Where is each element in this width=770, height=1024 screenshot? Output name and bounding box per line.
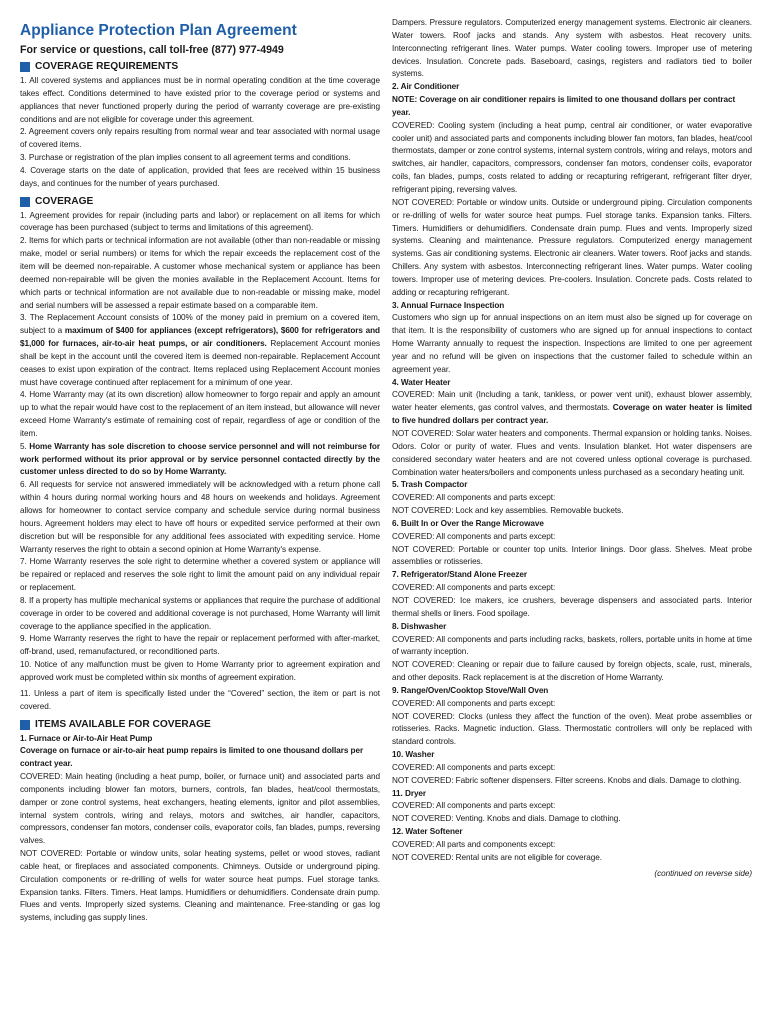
item-covered-ac: COVERED: Cooling system (including a heat pump, central air conditioner, or water evaporative cooler unit) and associated parts and components including blower fan motors, fan blades, heat/cool thermostats, damper or zone control systems, internal system controls, wiring and relays, motors and switches, air handler, capacitors, compressors, condenser fan motors, condenser coils, evaporator coils, fan blades, pumps, costs related to adding or recapturing refrigerant, refrigerant filter dryer, refrigerant piping, reversing valves. — [392, 120, 752, 194]
item-covered-refrigerator: COVERED: All components and parts except: — [392, 583, 556, 593]
item-not-covered-dryer: NOT COVERED: Venting. Knobs and dials. Damage to clothing. — [392, 814, 621, 824]
item-not-covered-refrigerator: NOT COVERED: Ice makers, ice crushers, beverage dispensers and associated parts. Interior thermal shells or liners. Food spoilage. — [392, 595, 752, 618]
item-not-covered-furnace: NOT COVERED: Portable or window units, solar heating systems, pellet or wood stoves, radiant cable heat, or fireplaces and associated components. Chimneys. Outside or underground piping. Circulation components or re-drilling of wells for water source heat pumps. Fuel storage tanks. Expansion tanks. Filters. Timers. Heat lamps. Humidifiers or dehumidifiers. Condensate drain pump. Flues and vents. Improperly sized systems. Cleaning and maintenance. Free-standing or gas log systems, including gas supply lines. — [20, 849, 380, 923]
item-not-covered-furnace-continued: Dampers. Pressure regulators. Computerized energy management systems. Electronic air cleaners. Water towers. Roof jacks and stands. Any system with asbestos. Heat recovery units. Interconnecting refrigerant lines. Water pumps. Water cooling towers. Improper use of metering devices. Insulation. Concrete pads. Baseboard, casings, registers and radiators tied to boiler systems. — [392, 18, 752, 79]
coverage-item-text: 3. The Replacement Account consists of 100% of the money paid in premium on a covered item, subject to a — [20, 313, 380, 336]
item-title-trash-compactor: 5. Trash Compactor — [392, 480, 468, 490]
item-covered-text: COVERED: Main unit (Including a tank, tankless, or power vent unit), exhaust blower assembly, water heater elements, gas control valves, and thermostats. — [392, 390, 752, 413]
coverage-item: 10. Notice of any malfunction must be given to Home Warranty prior to agreement expiration and approved work must be completed within six months of agreement expiration. — [20, 660, 380, 682]
section-square-icon — [20, 197, 30, 207]
continued-note: (continued on reverse side) — [654, 868, 752, 878]
item-covered-dishwasher: COVERED: All components and parts including racks, baskets, rollers, portable units in home at time of warranty inception. — [392, 634, 752, 657]
item-title-furnace-inspection: 3. Annual Furnace Inspection — [392, 300, 505, 310]
coverage-item: 4. Home Warranty may (at its own discretion) allow homeowner to forgo repair and apply an amount up to what the repair would have cost to the replacement of an item instead, but allowance will never exceed Home Warranty's estimate of remaining cost of repair, regardless of age or condition of the item. — [20, 390, 380, 438]
service-phone-line: For service or questions, call toll-free (877) 977-4949 — [20, 44, 284, 56]
section-heading-label: COVERAGE REQUIREMENTS — [35, 61, 179, 72]
item-not-covered-range: NOT COVERED: Clocks (unless they affect the function of the oven). Meat probe assemblies or rotisseries. Racks. Magnetic induction. Glass. Thermostatic controllers will only be replaced with standard controls. — [392, 711, 752, 747]
item-not-covered-trash-compactor: NOT COVERED: Lock and key assemblies. Removable buckets. — [392, 506, 624, 516]
item-covered-washer: COVERED: All components and parts except: — [392, 762, 556, 772]
coverage-item: 2. Items for which parts or technical information are not available (other than non-readable or missing make, model or serial numbers) or items for which the repair exceeds the replacement cost of the item will be deemed non-repairable. A customer whose mechanical system or appliance has been deemed non-repairable will be given the monies available in the Replacement Account. Items for which parts or technical information are not available due to non-readable or missing make, model and serial numbers will be assessed a repair estimate based on a comparable item. — [20, 236, 380, 310]
coverage-requirement-item: 1. All covered systems and appliances must be in normal operating condition at the time coverage takes effect. Conditions determined to have existed prior to the coverage period or systems and appliances that never functioned properly during the period of warranty coverage are pre-existing conditions and are not eligible for coverage under this agreement. — [20, 76, 380, 124]
coverage-limit-bold: maximum of $400 for appliances (except refrigerators), $600 for refrigerators and $1,000 for furnaces, air-to-air heat pumps, or air conditioners. — [20, 326, 380, 349]
item-not-covered-washer: NOT COVERED: Fabric softener dispensers. Filter screens. Knobs and dials. Damage to clothing. — [392, 775, 742, 785]
coverage-requirement-item: 3. Purchase or registration of the plan implies consent to all agreement terms and conditions. — [20, 153, 351, 163]
coverage-item: 8. If a property has multiple mechanical systems or appliances that require the purchase of additional coverage in order to be covered and additional coverage is not purchased, Home Warranty will limit coverage to the appliance specified in the application. — [20, 595, 380, 631]
agreement-page — [20, 20, 752, 1005]
item-not-covered-water-heater: NOT COVERED: Solar water heaters and components. Thermal expansion or holding tanks. Noises. Odors. Color or purity of water. Flues and vents. Insulation blanket. Hot water dispensers are considered secondary water heaters and are not covered unless optional coverage is purchased. Combination water heaters/boilers and components unless purchased as a secondary heating unit. — [392, 429, 752, 477]
item-title-microwave: 6. Built In or Over the Range Microwave — [392, 518, 544, 528]
item-covered-microwave: COVERED: All components and parts except: — [392, 531, 556, 541]
item-covered-trash-compactor: COVERED: All components and parts except: — [392, 493, 556, 503]
item-body-furnace-inspection: Customers who sign up for annual inspections on an item must also be signed up for coverage on that item. It is the responsibility of customers who are signed up for annual inspections to contact Home Warranty annually to request the inspection. Inspections are limited to one per agreement year and no refund will be given on inspections that the customer failed to schedule within an agreement year. — [392, 313, 752, 374]
item-covered-furnace: COVERED: Main heating (including a heat pump, boiler, or furnace unit) and associated parts and components including blower fan motors, burners, controls, fan blades, heat/cool thermostats, damper or zone control systems, heat exchangers, heating elements, ignitor and pilot assemblies, internal system controls, wiring and relays, motors and switches, air handler, capacitors, compressors, condenser fan motors, condenser coils, evaporator coils, fan blades, pumps, reversing valves. — [20, 772, 380, 846]
item-title-dishwasher: 8. Dishwasher — [392, 621, 447, 631]
item-covered-water-heater — [392, 389, 752, 428]
right-column — [392, 17, 752, 1005]
coverage-requirement-item: 2. Agreement covers only repairs resulting from normal wear and tear associated with normal usage of covered items. — [20, 127, 380, 150]
item-covered-water-softener: COVERED: All parts and components except: — [392, 840, 556, 849]
item-title-refrigerator: 7. Refrigerator/Stand Alone Freezer — [392, 570, 528, 580]
coverage-item-text: 5. — [20, 441, 30, 451]
item-title-water-softener: 12. Water Softener — [392, 827, 463, 837]
item-title-range: 9. Range/Oven/Cooktop Stove/Wall Oven — [392, 685, 549, 695]
item-not-covered-water-softener: NOT COVERED: Rental units are not eligible for coverage. — [392, 852, 602, 862]
item-not-covered-ac: NOT COVERED: Portable or window units. Outside or underground piping. Circulation components or re-drilling of wells for water source heat pumps. Fuel storage tanks. Expansion tanks. Filters. Timers. Humidifiers or dehumidifiers. Condensate drain pump. Flues and vents. Improperly sized systems. Cleaning and maintenance. Pressure regulators. Computerized energy management systems. Gas air conditioning systems. Electronic air cleaners. Water towers. Roof jacks and stands. Chillers. Any system with asbestos. Interconnecting refrigerant lines. Water pumps. Water cooling towers. Improper use of metering devices. Pre-coolers. Insulation. Concrete pads. Costs related to adding or recapturing refrigerant. — [392, 197, 752, 297]
page-title: Appliance Protection Plan Agreement — [20, 22, 297, 39]
coverage-item: 11. Unless a part of item is specifically listed under the “Covered” section, the item or part is not covered. — [20, 688, 380, 711]
item-limit-bold: Coverage on water heater is limited to five hundred dollars per contract year. — [392, 403, 752, 426]
section-square-icon — [20, 720, 30, 730]
section-square-icon — [20, 62, 30, 72]
section-heading-label: COVERAGE — [35, 195, 94, 207]
item-not-covered-dishwasher: NOT COVERED: Cleaning or repair due to failure caused by foreign objects, scale, rust, minerals, and other deposits. Rack replacement is at the discretion of Home Warranty. — [392, 660, 752, 683]
coverage-item — [20, 312, 380, 389]
section-heading-items-available — [20, 718, 380, 732]
coverage-item: 6. All requests for service not answered immediately will be acknowledged with a return phone call within 4 hours during normal working hours and 48 hours on weekends and holidays. Agreement allows for homeowner to contact service company and schedule service during normal business hours. Agreement holders may elect to have off hours or expedited service performed at their own discretion but will be responsible for any additional fees associated with expediting service. Home Warranty reserves the right to obtain a second opinion at Home Warranty's expense. — [20, 480, 380, 554]
item-note-ac: NOTE: Coverage on air conditioner repairs is limited to one thousand dollars per contract year. — [392, 95, 736, 117]
item-title-water-heater: 4. Water Heater — [392, 377, 451, 387]
left-column — [20, 20, 380, 1005]
item-title-dryer: 11. Dryer — [392, 788, 427, 798]
coverage-requirement-item: 4. Coverage starts on the date of application, provided that fees are received within 15 business days, and continues for the number of years purchased. — [20, 165, 380, 188]
item-title-furnace: 1. Furnace or Air-to-Air Heat Pump — [20, 733, 153, 743]
item-title-washer: 10. Washer — [392, 750, 435, 760]
coverage-item: 9. Home Warranty reserves the right to have the repair or replacement performed with after-market, off-brand, used, remanufactured, or reconditioned parts. — [20, 634, 380, 657]
section-heading-coverage — [20, 195, 380, 209]
item-covered-range: COVERED: All components and parts except: — [392, 698, 556, 708]
item-covered-dryer: COVERED: All components and parts except: — [392, 801, 556, 811]
item-note-furnace: Coverage on furnace or air-to-air heat pump repairs is limited to one thousand dollars per contract year. — [20, 746, 364, 769]
item-not-covered-microwave: NOT COVERED: Portable or counter top units. Interior linings. Door glass. Shelves. Meat probe assemblies or rotisseries. — [392, 544, 752, 567]
item-title-ac: 2. Air Conditioner — [392, 82, 460, 92]
section-heading-coverage-requirements — [20, 60, 380, 74]
coverage-item-text: Replacement Account monies shall be kept in the account until the covered item is deemed non-repairable. Replacement Account ceases to exist upon expiration of the contract. Items replaced using Replacement Account monies must have coverage continued after replacement for a minimum of one year. — [20, 339, 380, 387]
coverage-item-bold: Home Warranty has sole discretion to choose service personnel and will not reimburse for work performed without its prior approval or by service personnel contacted directly by the customer unless directed to do so by Home Warranty. — [20, 441, 380, 477]
coverage-item — [20, 441, 380, 480]
coverage-item: 1. Agreement provides for repair (including parts and labor) or replacement on all items for which coverage has been purchased (subject to terms and limitations of this agreement). — [20, 210, 380, 233]
coverage-item: 7. Home Warranty reserves the sole right to determine whether a covered system or appliance will be repaired or replaced and reserves the sole right to limit the amount paid on any individual repair or replacement. — [20, 557, 380, 593]
section-heading-label: ITEMS AVAILABLE FOR COVERAGE — [35, 718, 211, 730]
